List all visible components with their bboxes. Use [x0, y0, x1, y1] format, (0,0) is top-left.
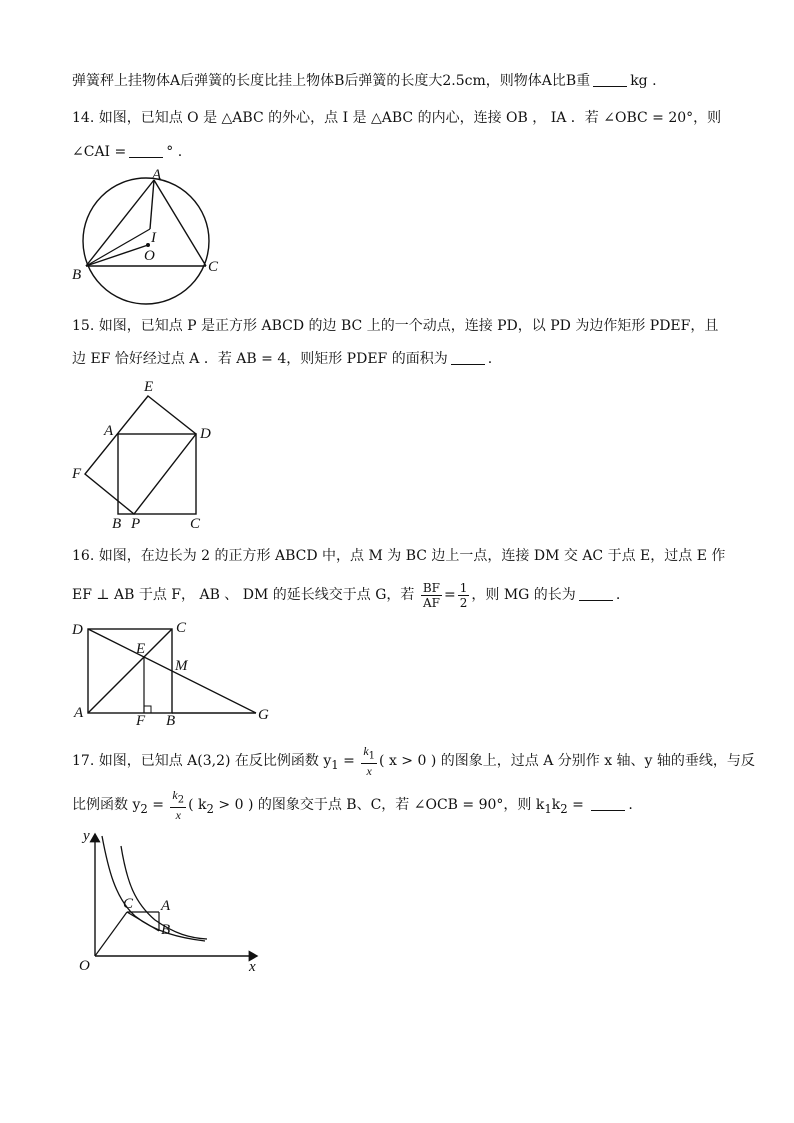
q17-eq2: = [147, 797, 169, 814]
label-o: O [144, 248, 155, 264]
label-x: x [249, 959, 256, 975]
q15-figure [70, 376, 220, 531]
q17-sub2: 2 [140, 801, 148, 816]
q17-end: . [628, 797, 633, 814]
k-symbol: k [172, 788, 178, 802]
label-b: B [72, 267, 82, 283]
point-o [146, 243, 150, 247]
segment-cb [127, 912, 159, 931]
q17-text-2c: ( k [188, 797, 207, 814]
label-c: C [123, 896, 134, 912]
q17-k1-sub: 1 [544, 801, 552, 816]
q17-text-a: 17. 如图，已知点 A(3,2) 在反比例函数 y [72, 753, 332, 770]
q17-text-2f: = [567, 797, 589, 814]
frac-numerator [170, 788, 186, 808]
label-a: A [161, 898, 171, 914]
label-e: E [144, 379, 154, 395]
q14-angle: ∠CAI = [72, 144, 127, 160]
q17-figure [75, 828, 275, 978]
segment-oc [95, 912, 127, 956]
k-symbol: k [363, 744, 369, 758]
label-g: G [258, 707, 269, 723]
q14-answer-blank[interactable] [129, 143, 163, 158]
segment-ai [150, 180, 154, 229]
q13-answer-blank[interactable] [593, 72, 627, 87]
label-b: B [112, 516, 122, 532]
q14-line1: 14. 如图，已知点 O 是 △ABC 的外心，点 I 是 △ABC 的内心，连接 OB ， IA ．若 ∠OBC = 20°，则 [72, 110, 722, 126]
segment-ac [154, 180, 206, 266]
label-b: B [161, 922, 171, 938]
q15-line2 [72, 349, 492, 369]
q16-line2 [72, 578, 620, 612]
q13-line [72, 71, 657, 91]
label-f: F [72, 466, 82, 482]
label-f: F [136, 713, 146, 729]
label-e: E [136, 641, 146, 657]
q17-k2-sub-b: 2 [560, 801, 568, 816]
q17-line2 [72, 788, 633, 825]
label-d: D [72, 622, 83, 638]
frac-denominator: x [366, 764, 372, 779]
square-abcd [118, 434, 196, 514]
k-sub: 1 [368, 750, 376, 762]
rectangle-pdef [85, 396, 196, 514]
q16-line1: 16. 如图，在边长为 2 的正方形 ABCD 中，点 M 为 BC 边上一点，连接 DM 交 AC 于点 E，过点 E 作 [72, 548, 726, 564]
label-y: y [83, 828, 90, 844]
q16-end: . [615, 587, 621, 603]
q17-eq: = [338, 753, 360, 770]
q17-frac-k1-x [361, 744, 377, 778]
label-d: D [200, 426, 211, 442]
label-c: C [176, 620, 187, 636]
label-p: P [131, 516, 141, 532]
q17-text-c: ( x > 0 ) 的图象上，过点 A 分别作 x 轴、y 轴的垂线，与反 [379, 753, 755, 770]
q16-text: EF ⊥ AB 于点 F， AB 、 DM 的延长线交于点 G，若 [72, 587, 415, 603]
label-c: C [208, 259, 219, 275]
q15-text: 边 EF 恰好经过点 A ．若 AB = 4，则矩形 PDEF 的面积为 [72, 351, 448, 367]
q13-unit: kg . [630, 73, 657, 89]
right-angle-mark [144, 706, 151, 713]
q16-ratio-bf-af [421, 581, 442, 610]
q16-text-tail: ，则 MG 的长为 [471, 587, 576, 603]
q17-answer-blank[interactable] [591, 796, 625, 811]
label-c: C [190, 516, 201, 532]
q17-sub1: 1 [331, 757, 339, 772]
q15-answer-blank[interactable] [451, 350, 485, 365]
frac-numerator: BF [422, 580, 441, 595]
q15-line1: 15. 如图，已知点 P 是正方形 ABCD 的边 BC 上的一个动点，连接 PD，以 PD 为边作矩形 PDEF，且 [72, 318, 719, 334]
q14-line2 [72, 142, 182, 162]
q14-figure [70, 165, 220, 315]
label-a: A [104, 423, 114, 439]
q17-text-2a: 比例函数 y [72, 797, 141, 814]
frac-numerator: 1 [459, 580, 468, 595]
q16-answer-blank[interactable] [579, 586, 613, 601]
k-sub: 2 [177, 794, 185, 806]
q17-k2-sub: 2 [206, 801, 214, 816]
q15-end: . [487, 351, 493, 367]
label-b: B [166, 713, 176, 729]
label-i: I [151, 230, 156, 246]
q17-text-2d: > 0 ) 的图象交于点 B、C，若 ∠OCB = 90°，则 k [213, 797, 545, 814]
q13-text: 弹簧秤上挂物体A后弹簧的长度比挂上物体B后弹簧的长度大2.5cm，则物体A比B重 [72, 73, 591, 89]
q17-frac-k2-x [170, 788, 186, 822]
q16-equals: = [444, 587, 456, 603]
label-a: A [74, 705, 84, 721]
label-a: A [152, 167, 162, 183]
frac-numerator [361, 744, 377, 764]
q17-line1 [72, 744, 755, 781]
frac-denominator: AF [422, 595, 440, 610]
label-m: M [175, 658, 188, 674]
q17-text-2e: k [551, 797, 561, 814]
frac-denominator: 2 [459, 595, 468, 610]
frac-denominator: x [175, 808, 181, 823]
diagonal-ac [88, 629, 172, 713]
q14-degree: ° . [166, 144, 183, 160]
label-o: O [79, 958, 90, 974]
q16-figure [70, 616, 275, 729]
q16-ratio-half [458, 581, 470, 610]
